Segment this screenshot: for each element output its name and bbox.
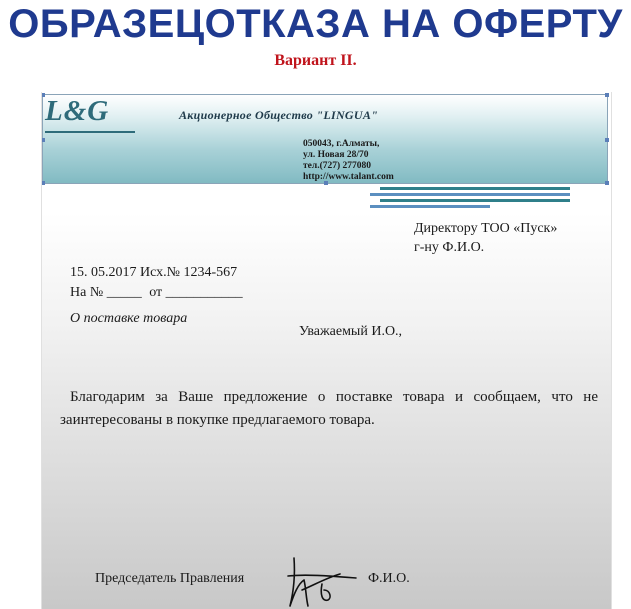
in-reply-line bbox=[70, 285, 243, 301]
stripe bbox=[370, 193, 570, 196]
page-title: ОБРАЗЕЦОТКАЗА НА ОФЕРТУ bbox=[8, 2, 623, 46]
salutation: Уважаемый И.О., bbox=[299, 324, 403, 339]
letter-body: Благодарим за Ваше предложение о поставке товара и сообщаем, что не заинтересованы в покупке предлагаемого товара. bbox=[60, 389, 598, 428]
signer-title: Председатель Правления bbox=[95, 571, 245, 586]
recipient-line-2: г-ну Ф.И.О. bbox=[414, 240, 485, 255]
decorative-stripes bbox=[380, 187, 570, 211]
signer-name: Ф.И.О. bbox=[368, 571, 410, 586]
letter-subject: О поставке товара bbox=[70, 311, 188, 326]
letterhead-band bbox=[42, 94, 608, 184]
company-address bbox=[303, 139, 394, 183]
resize-handle-mr[interactable] bbox=[605, 138, 609, 142]
address-line-phone: тел.(727) 277080 bbox=[303, 161, 372, 171]
stripe bbox=[380, 199, 570, 202]
recipient-line-1: Директору ТОО «Пуск» bbox=[414, 221, 558, 236]
stripe bbox=[380, 187, 570, 190]
from-date-blank: ___________ bbox=[165, 285, 243, 300]
in-reply-number-blank: _____ bbox=[106, 285, 142, 300]
resize-handle-br[interactable] bbox=[605, 181, 609, 185]
resize-handle-bl[interactable] bbox=[42, 181, 45, 185]
address-line-city: 050043, г.Алматы, bbox=[303, 139, 380, 149]
resize-handle-ml[interactable] bbox=[42, 138, 45, 142]
resize-handle-tr[interactable] bbox=[605, 93, 609, 97]
date-reference: 15. 05.2017 Исх.№ 1234-567 bbox=[70, 265, 238, 280]
from-label: от bbox=[149, 285, 163, 300]
logo-underline bbox=[45, 131, 135, 133]
company-name: Акционерное Общество "LINGUA" bbox=[179, 108, 379, 122]
letter-sheet bbox=[42, 92, 611, 609]
in-reply-label: На № bbox=[70, 285, 104, 300]
variant-label: Вариант II. bbox=[274, 52, 357, 69]
address-line-street: ул. Новая 28/70 bbox=[303, 150, 369, 160]
address-line-website: http://www.talant.com bbox=[303, 172, 394, 182]
stripe bbox=[370, 205, 490, 208]
handwritten-signature bbox=[286, 554, 358, 609]
company-logo: L&G bbox=[45, 95, 110, 127]
